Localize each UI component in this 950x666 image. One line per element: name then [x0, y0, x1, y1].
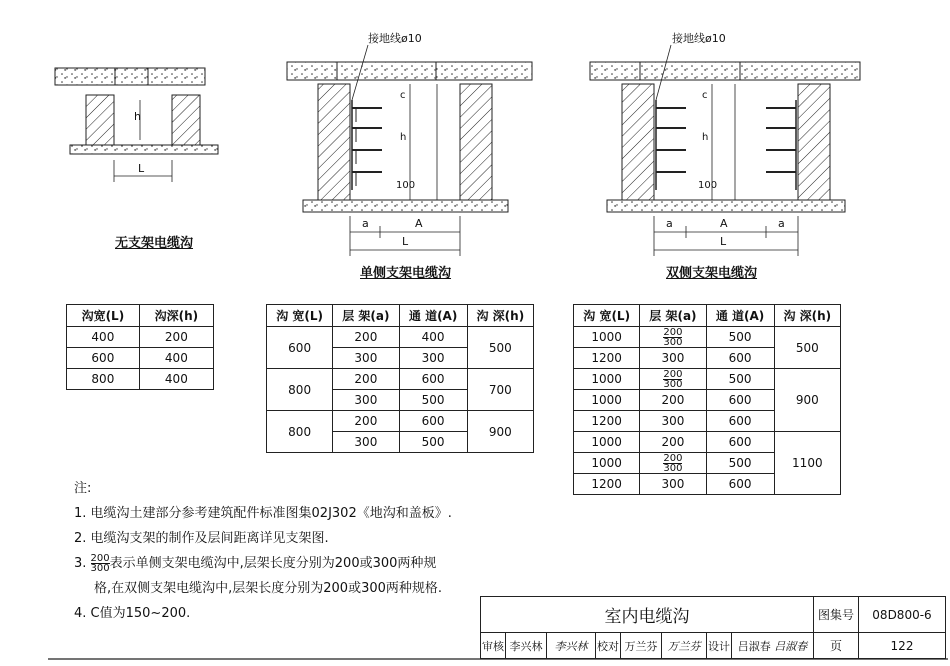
table-row [267, 411, 534, 432]
table3-header-L: 沟 宽(L) [574, 305, 640, 327]
table2-cell: 200 [333, 327, 399, 348]
dim-a-3-right: a [778, 217, 785, 230]
note-3-continued: 格,在双侧支架电缆沟中,层架长度分别为200或300两种规格. [94, 581, 443, 596]
dim-100-3: 100 [698, 180, 718, 191]
table3-cell: 1000 [574, 327, 640, 348]
dim-L-1: L [138, 162, 145, 175]
table3-header-h: 沟 深(h) [774, 305, 840, 327]
table2-cell-L: 800 [267, 369, 333, 411]
table-row [67, 348, 214, 369]
dim-c-2: c [400, 90, 406, 101]
fraction-bottom: 300 [663, 378, 683, 390]
dim-A-2: A [415, 217, 423, 230]
table-row [574, 327, 841, 348]
dim-L-3: L [720, 235, 727, 248]
table-no-support [66, 304, 214, 390]
table3-cell: 500 [706, 327, 774, 348]
table-single-support [266, 304, 534, 453]
table3-cell: 300 [640, 348, 706, 369]
table1-cell: 200 [139, 327, 213, 348]
dim-a-2: a [362, 217, 369, 230]
checker-signature: 万兰芬 [662, 633, 707, 659]
table3-cell: 200 [640, 390, 706, 411]
designer-name [732, 633, 814, 659]
page-number: 122 [859, 633, 946, 659]
note-4: 4. C值为150~200. [74, 606, 191, 621]
table-double-support [573, 304, 841, 495]
note-3 [74, 551, 474, 576]
reviewer-name: 李兴林 [506, 633, 547, 659]
table3-cell: 500 [706, 369, 774, 390]
review-label: 审核 [481, 633, 506, 659]
design-label: 设计 [707, 633, 732, 659]
table2-cell-h: 900 [467, 411, 533, 453]
caption-no-support: 无支架电缆沟 [115, 236, 194, 251]
atlas-number: 08D800-6 [859, 597, 946, 633]
table2-cell-L: 800 [267, 411, 333, 453]
table3-cell: 600 [706, 432, 774, 453]
table2-cell: 300 [399, 348, 467, 369]
table3-header-A: 通 道(A) [706, 305, 774, 327]
table3-cell: 600 [706, 474, 774, 495]
table3-cell: 1200 [574, 348, 640, 369]
table1-header-L: 沟宽(L) [67, 305, 140, 327]
table1-header-h: 沟深(h) [139, 305, 213, 327]
table-row [67, 369, 214, 390]
check-label: 校对 [596, 633, 621, 659]
table1-cell: 600 [67, 348, 140, 369]
table-row [67, 327, 214, 348]
fraction-top: 200 [663, 326, 683, 338]
dim-a-3-left: a [666, 217, 673, 230]
table2-cell: 300 [333, 432, 399, 453]
ground-label-single: 接地线ø10 [368, 32, 422, 45]
table2-header-L: 沟 宽(L) [267, 305, 333, 327]
table3-cell: 500 [706, 453, 774, 474]
table-row [267, 369, 534, 390]
table1-cell: 800 [67, 369, 140, 390]
dim-c-3: c [702, 90, 708, 101]
table2-cell: 400 [399, 327, 467, 348]
dim-L-2: L [402, 235, 409, 248]
table3-cell: 600 [706, 348, 774, 369]
reviewer-signature: 李兴林 [547, 633, 596, 659]
note-3-text: 表示单侧支架电缆沟中,层架长度分别为200或300两种规 [109, 556, 437, 571]
table3-cell: 600 [706, 390, 774, 411]
dim-A-3: A [720, 217, 728, 230]
table3-header-a: 层 架(a) [640, 305, 706, 327]
note-2: 2. 电缆沟支架的制作及层间距离详见支架图. [74, 531, 329, 546]
note-3-number: 3. [74, 556, 87, 571]
table3-cell-h: 1100 [774, 432, 840, 495]
table1-cell: 400 [139, 369, 213, 390]
atlas-label: 图集号 [814, 597, 859, 633]
dim-h-3: h [702, 132, 709, 143]
table3-cell: 1000 [574, 369, 640, 390]
table3-cell-fraction [640, 369, 706, 390]
table3-cell: 1000 [574, 453, 640, 474]
dim-100-2: 100 [396, 180, 416, 191]
table2-cell: 600 [399, 411, 467, 432]
table2-cell-h: 700 [467, 369, 533, 411]
table1-cell: 400 [67, 327, 140, 348]
table2-cell: 300 [333, 348, 399, 369]
page-label: 页 [814, 633, 859, 659]
table2-cell: 500 [399, 432, 467, 453]
note-3-frac-top: 200 [90, 553, 110, 564]
table3-cell: 200 [640, 432, 706, 453]
table3-cell: 1200 [574, 474, 640, 495]
table-row [574, 432, 841, 453]
table2-header-h: 沟 深(h) [467, 305, 533, 327]
table-row [267, 327, 534, 348]
table2-cell: 500 [399, 390, 467, 411]
note-1: 1. 电缆沟土建部分参考建筑配件标准图集02J302《地沟和盖板》. [74, 506, 452, 521]
fraction-top: 200 [663, 452, 683, 464]
caption-single-support: 单侧支架电缆沟 [360, 266, 452, 281]
checker-name: 万兰芬 [621, 633, 662, 659]
ground-label-double: 接地线ø10 [672, 32, 726, 45]
caption-double-support: 双侧支架电缆沟 [666, 266, 758, 281]
drawing-no-support [55, 68, 218, 182]
table2-cell: 300 [333, 390, 399, 411]
dim-h-2: h [400, 132, 407, 143]
table2-cell: 600 [399, 369, 467, 390]
fraction-top: 200 [663, 368, 683, 380]
designer-name-text: 吕淑春 [737, 639, 771, 653]
table3-cell: 300 [640, 411, 706, 432]
table2-header-A: 通 道(A) [399, 305, 467, 327]
note-3-frac-bottom: 300 [90, 563, 110, 574]
table-row [574, 369, 841, 390]
dim-h-1: h [134, 110, 141, 123]
table3-cell: 1200 [574, 411, 640, 432]
table2-cell-L: 600 [267, 327, 333, 369]
table2-cell-h: 500 [467, 327, 533, 369]
table3-cell-fraction [640, 453, 706, 474]
drawing-single-support [287, 45, 532, 256]
table3-cell-h: 500 [774, 327, 840, 369]
table3-cell-h: 900 [774, 369, 840, 432]
table2-header-a: 层 架(a) [333, 305, 399, 327]
table2-cell: 200 [333, 369, 399, 390]
table3-cell: 1000 [574, 432, 640, 453]
notes [74, 476, 474, 626]
designer-signature: 吕淑春 [774, 639, 808, 653]
drawing-title: 室内电缆沟 [481, 597, 814, 633]
fraction-bottom: 300 [663, 336, 683, 348]
table3-cell-fraction [640, 327, 706, 348]
table1-cell: 400 [139, 348, 213, 369]
table2-cell: 200 [333, 411, 399, 432]
title-block [480, 596, 946, 659]
notes-title: 注: [74, 481, 92, 496]
table3-cell: 1000 [574, 390, 640, 411]
table3-cell: 600 [706, 411, 774, 432]
fraction-bottom: 300 [663, 462, 683, 474]
table3-cell: 300 [640, 474, 706, 495]
